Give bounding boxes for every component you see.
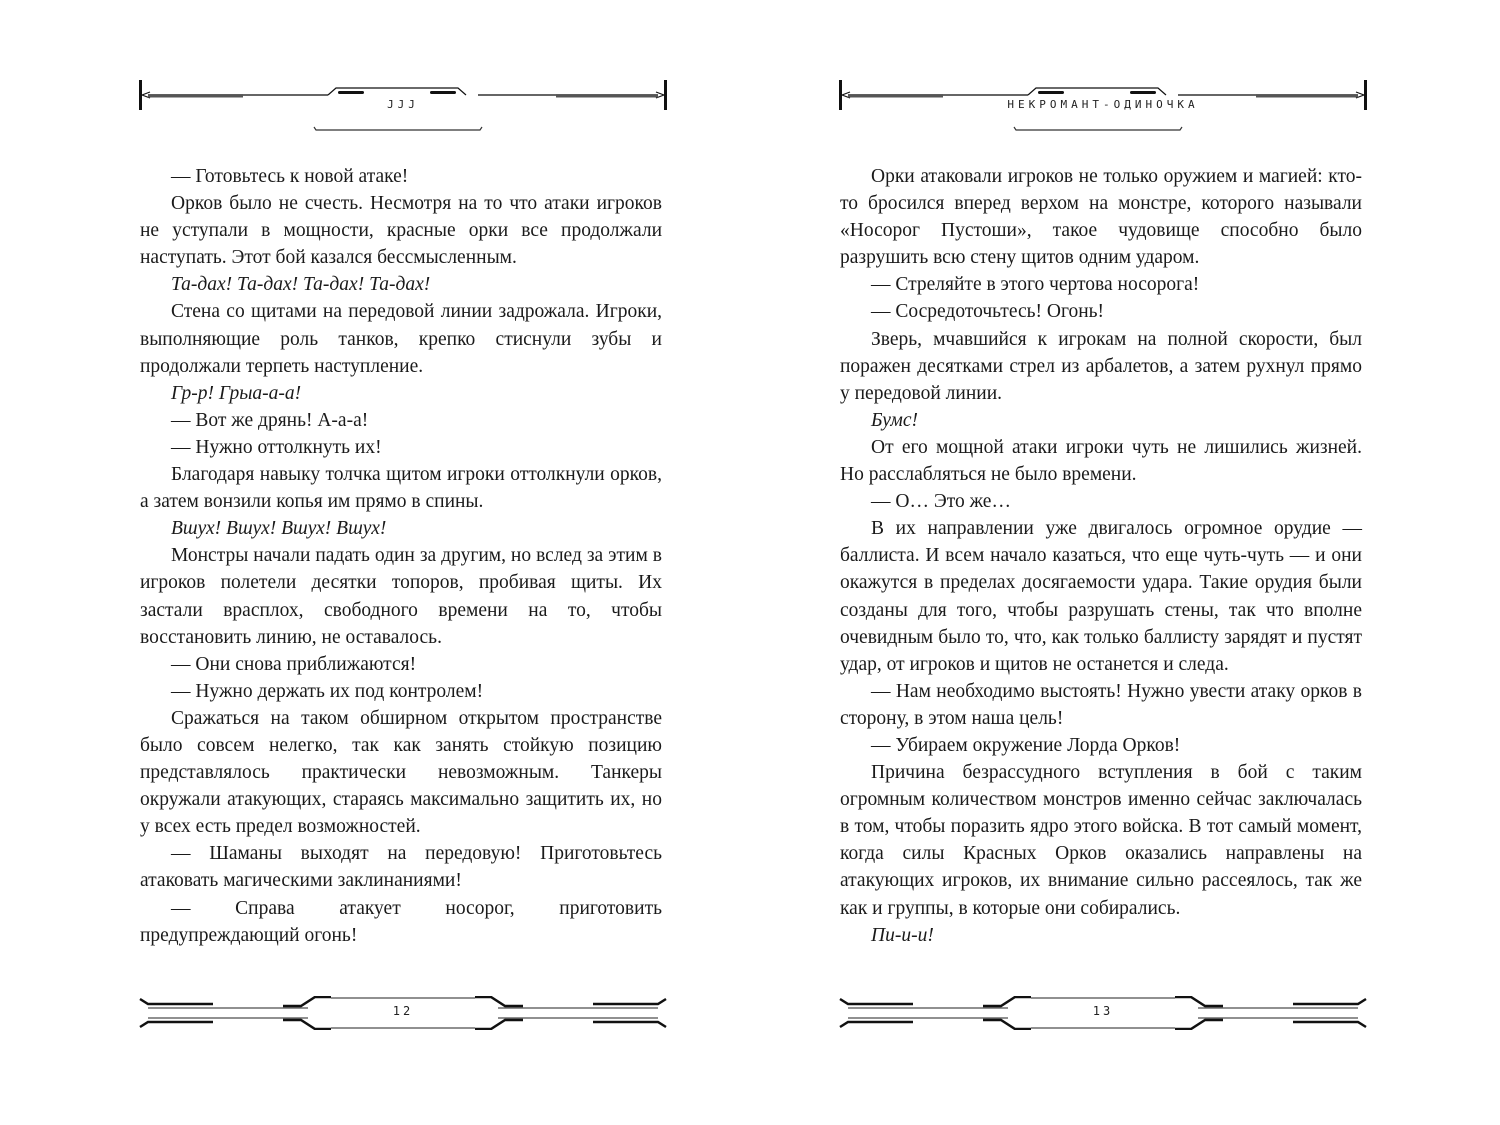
paragraph: От его мощной атаки игроки чуть не лишились жизней. Но расслабляться не было времени. <box>840 436 1362 486</box>
paragraph: Монстры начали падать один за другим, но вслед за этим в игроков полетели десятки топоров, пробивая щиты. Их застали врасплох, свободного времени на то, чтобы восстановить линию, не оставалось. <box>140 545 662 648</box>
page-header-ornament <box>838 75 1368 135</box>
sound-effect: Та-дах! Та-дах! Та-дах! Та-дах! <box>171 274 431 296</box>
paragraph: — Нужно держать их под контролем! <box>171 680 484 702</box>
paragraph: — Стреляйте в этого чертова носорога! <box>871 274 1200 296</box>
running-head: JJJ <box>387 98 419 111</box>
paragraph: Стена со щитами на передовой линии задрожала. Игроки, выполняющие роль танков, крепко стиснули зубы и продолжали терпеть наступление. <box>140 301 662 377</box>
paragraph: Орки атаковали игроков не только оружием и магией: кто-то бросился вперед верхом на монстре, которого называли «Носорог Пустоши», такое чудовище способно было разрушить всю стену щитов одним ударом. <box>840 166 1362 269</box>
page-number: 12 <box>392 1004 414 1018</box>
page-header-ornament <box>138 75 668 135</box>
paragraph: — Нужно оттолкнуть их! <box>171 436 382 458</box>
left-page <box>138 0 668 1125</box>
paragraph: — Убираем окружение Лорда Орков! <box>871 734 1181 756</box>
paragraph: — Они снова приближаются! <box>171 653 417 675</box>
body-text <box>840 163 1362 949</box>
paragraph: — Вот же дрянь! А-а-а! <box>171 409 369 431</box>
paragraph: Сражаться на таком обширном открытом пространстве было совсем нелегко, так как занять стойкую позицию представлялось практически невозможным. Танкеры окружали атакующих, стараясь максимально защитить их, но у всех есть предел возможностей. <box>140 707 662 838</box>
paragraph: — Справа атакует носорог, приготовить предупреждающий огонь! <box>140 897 662 946</box>
page-footer-ornament <box>138 996 668 1030</box>
sound-effect: Пи-и-и! <box>871 924 934 946</box>
sound-effect: Бумс! <box>871 409 919 431</box>
paragraph: — Сосредоточьтесь! Огонь! <box>871 301 1105 323</box>
paragraph: — О… Это же… <box>871 491 1011 513</box>
paragraph: Орков было не счесть. Несмотря на то что атаки игроков не уступали в мощности, красные орки все продолжали наступать. Этот бой казался бессмысленным. <box>140 193 662 269</box>
paragraph: Зверь, мчавшийся к игрокам на полной скорости, был поражен десятками стрел из арбалетов, а затем рухнул прямо у передовой линии. <box>840 328 1362 404</box>
page-number: 13 <box>1092 1004 1114 1018</box>
paragraph: — Готовьтесь к новой атаке! <box>171 166 409 187</box>
page-footer-ornament <box>838 996 1368 1030</box>
body-text <box>140 163 662 949</box>
right-page <box>838 0 1368 1125</box>
sound-effect: Гр-р! Грыа-а-а! <box>171 382 302 404</box>
sound-effect: Вшух! Вшух! Вшух! Вшух! <box>171 518 387 540</box>
paragraph: — Нам необходимо выстоять! Нужно увести атаку орков в сторону, в этом наша цель! <box>840 680 1362 729</box>
paragraph: В их направлении уже двигалось огромное орудие — баллиста. И всем начало казаться, что еще чуть-чуть — и они окажутся в пределах досягаемости удара. Такие орудия были созданы для того, чтобы разрушать стены, так что вполне очевидным было то, что, как только баллисту зарядят и пустят удар, от игроков и щитов не останется и следа. <box>840 518 1362 675</box>
paragraph: Благодаря навыку толчка щитом игроки оттолкнули орков, а затем вонзили копья им прямо в спины. <box>140 464 662 513</box>
paragraph: Причина безрассудного вступления в бой с таким огромным количеством монстров именно сейчас заключалась в том, чтобы поразить ядро этого войска. В тот самый момент, когда силы Красных Орков оказались направлены на атакующих игроков, их внимание сильно рассеялось, так же как и группы, в которые они собирались. <box>840 762 1362 919</box>
running-head: НЕКРОМАНТ-ОДИНОЧКА <box>1007 98 1199 111</box>
paragraph: — Шаманы выходят на передовую! Приготовьтесь атаковать магическими заклинаниями! <box>140 843 662 892</box>
